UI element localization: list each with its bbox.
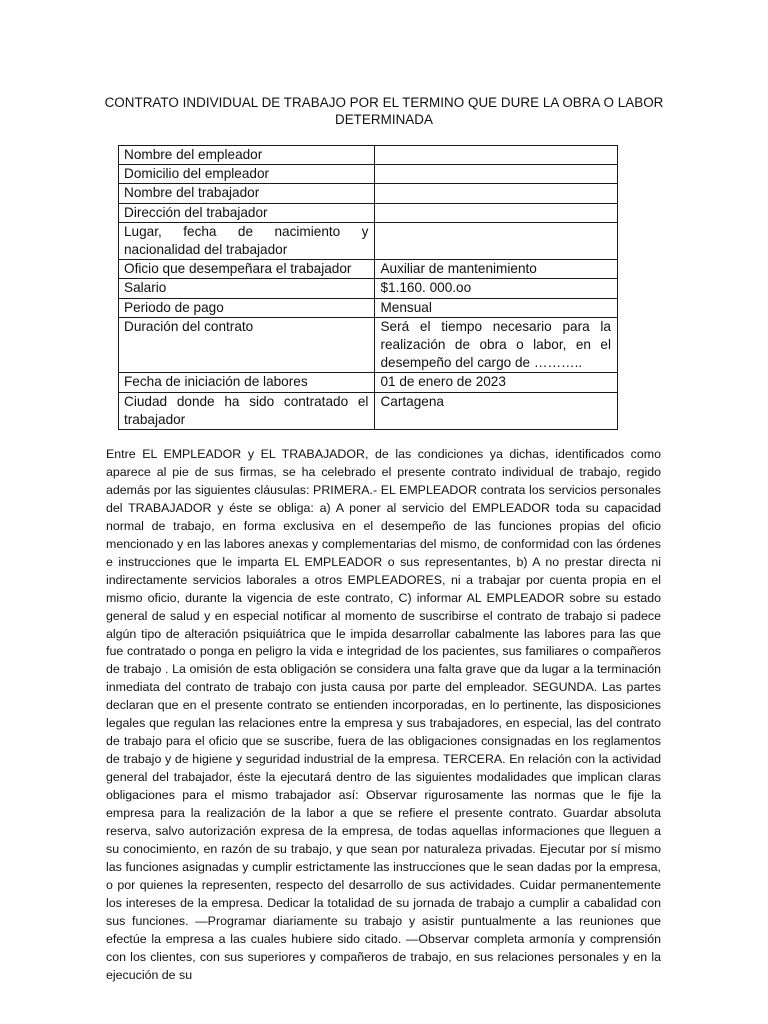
field-label: Dirección del trabajador	[119, 203, 375, 222]
field-label: Fecha de iniciación de labores	[119, 373, 375, 392]
field-value: 01 de enero de 2023	[375, 373, 618, 392]
table-row	[119, 146, 618, 165]
field-label: Nombre del trabajador	[119, 184, 375, 203]
field-value	[375, 165, 618, 184]
field-label: Salario	[119, 279, 375, 298]
field-value: $1.160. 000.oo	[375, 279, 618, 298]
field-value	[375, 184, 618, 203]
field-value: Mensual	[375, 298, 618, 317]
field-label: Ciudad donde ha sido contratado el trabajador	[119, 392, 375, 429]
contract-body-paragraph: Entre EL EMPLEADOR y EL TRABAJADOR, de las condiciones ya dichas, identificados como aparece al pie de sus firmas, se ha celebrado el presente contrato individual de trabajo, regido además por las siguientes cláusulas: PRIMERA.- EL EMPLEADOR contrata los servicios personales del TRABAJADOR y éste se obliga: a) A poner al servicio del EMPLEADOR toda su capacidad normal de trabajo, en forma exclusiva en el desempeño de las funciones propias del oficio mencionado y en las labores anexas y complementarias del mismo, de conformidad con las órdenes e instrucciones que le imparta EL EMPLEADOR o sus representantes, b) A no prestar directa ni indirectamente servicios laborales a otros EMPLEADORES, ni a trabajar por cuenta propia en el mismo oficio, durante la vigencia de este contrato, C) informar AL EMPLEADOR sobre su estado general de salud y en especial notificar al momento de suscribirse el contrato de trabajo si padece algún tipo de alteración psiquiátrica que le impida desarrollar cabalmente las labores para las que fue contratado o ponga en peligro la vida e integridad de los pacientes, sus familiares o compañeros de trabajo . La omisión de esta obligación se considera una falta grave que da lugar a la terminación inmediata del contrato de trabajo con justa causa por parte del empleador. SEGUNDA. Las partes declaran que en el presente contrato se entienden incorporadas, en lo pertinente, las disposiciones legales que regulan las relaciones entre la empresa y sus trabajadores, en especial, las del contrato de trabajo para el oficio que se suscribe, fuera de las obligaciones consignadas en los reglamentos de trabajo y de higiene y seguridad industrial de la empresa. TERCERA. En relación con la actividad general del trabajador, éste la ejecutará dentro de las siguientes modalidades que implican claras obligaciones para el mismo trabajador así: Observar rigurosamente las normas que le fije la empresa para la realización de la labor a que se refiere el presente contrato. Guardar absoluta reserva, salvo autorización expresa de la empresa, de todas aquellas informaciones que lleguen a su conocimiento, en razón de su trabajo, y que sean por naturaleza privadas. Ejecutar por sí mismo las funciones asignadas y cumplir estrictamente las instrucciones que le sean dadas por la empresa, o por quienes la representen, respecto del desarrollo de sus actividades. Cuidar permanentemente los intereses de la empresa. Dedicar la totalidad de su jornada de trabajo a cumplir a cabalidad con sus funciones. —Programar diariamente su trabajo y asistir puntualmente a las reuniones que efectúe la empresa a las cuales hubiere sido citado. —Observar completa armonía y comprensión con los clientes, con sus superiores y compañeros de trabajo, en sus relaciones personales y en la ejecución de su	[106, 447, 661, 982]
field-value	[375, 146, 618, 165]
table-row	[119, 392, 618, 429]
table-row	[119, 222, 618, 259]
field-label: Periodo de pago	[119, 298, 375, 317]
field-value: Cartagena	[375, 392, 618, 429]
field-value: Auxiliar de mantenimiento	[375, 260, 618, 279]
document-title	[100, 94, 668, 128]
table-row	[119, 373, 618, 392]
table-row	[119, 165, 618, 184]
table-row	[119, 298, 618, 317]
field-value	[375, 203, 618, 222]
field-label: Nombre del empleador	[119, 146, 375, 165]
table-row	[119, 203, 618, 222]
document-title-line-2: DETERMINADA	[334, 112, 433, 127]
document-title-line-1: CONTRATO INDIVIDUAL DE TRABAJO POR EL TERMINO QUE DURE LA OBRA O LABOR	[104, 95, 664, 110]
field-value	[375, 222, 618, 259]
field-label: Lugar, fecha de nacimiento y nacionalidad del trabajador	[119, 222, 375, 259]
table-row	[119, 279, 618, 298]
table-row	[119, 317, 618, 373]
field-label: Duración del contrato	[119, 317, 375, 373]
table-row	[119, 184, 618, 203]
field-value: Será el tiempo necesario para la realización de obra o labor, en el desempeño del cargo de ………..	[375, 317, 618, 373]
employment-details-table	[118, 145, 618, 430]
field-label: Domicilio del empleador	[119, 165, 375, 184]
field-label: Oficio que desempeñara el trabajador	[119, 260, 375, 279]
table-row	[119, 260, 618, 279]
